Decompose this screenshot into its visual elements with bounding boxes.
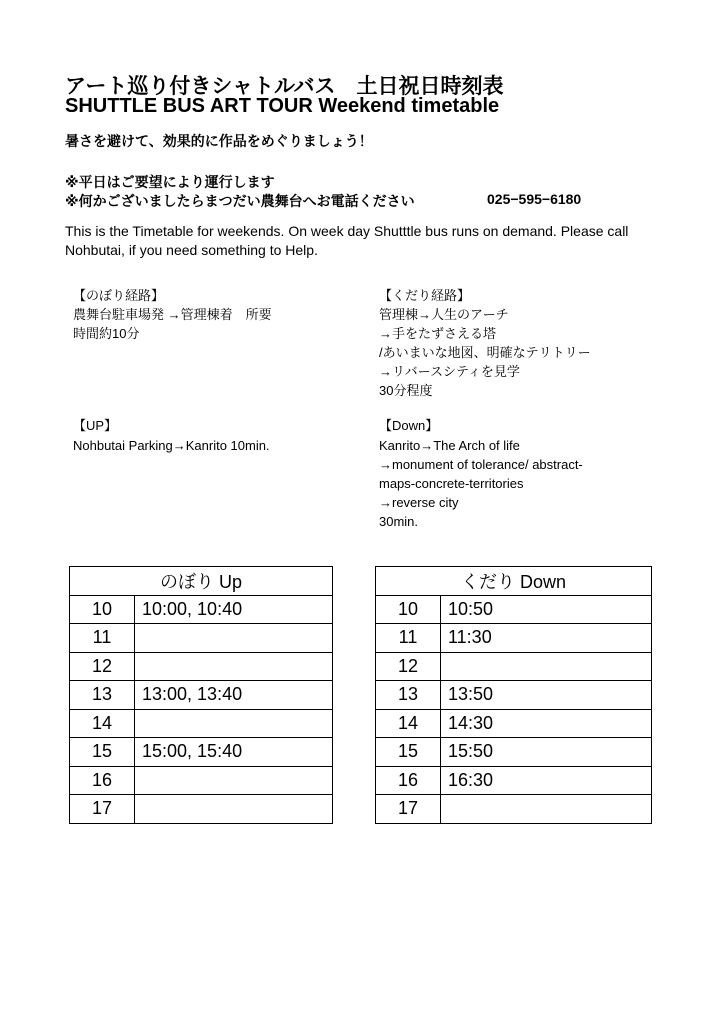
table-row [70,795,333,824]
route-line: Kanrito→The Arch of life [379,438,520,453]
hour-cell: 14 [70,709,135,738]
times-cell: 11:30 [441,624,652,653]
route-line: Nohbutai Parking→Kanrito 10min. [73,438,270,453]
times-cell [441,795,652,824]
route-line: 時間約10分 [73,326,140,341]
route-down-en-heading: 【Down】 [379,418,439,433]
times-cell [135,766,333,795]
table-row [70,681,333,710]
times-cell: 14:30 [441,709,652,738]
table-row [70,766,333,795]
route-line: →reverse city [379,495,459,510]
title-english: SHUTTLE BUS ART TOUR Weekend timetable [65,95,500,117]
hour-cell: 12 [70,652,135,681]
route-line: →monument of tolerance/ abstract- [379,457,583,472]
timetable-up [69,566,333,824]
route-down-en-body [379,436,583,531]
table-row [376,795,652,824]
intro-english: This is the Timetable for weekends. On week day Shutttle bus runs on demand. Please call Nohbutai, if you need something to Help. [65,223,629,258]
route-line: 農舞台駐車場発 →管理棟着 所要 [73,307,272,322]
route-up-jp-heading: 【のぼり経路】 [73,288,165,303]
route-line: →リバースシティを見学 [379,364,520,379]
table-row [376,681,652,710]
title-japanese: アート巡り付きシャトルバス 土日祝日時刻表 [65,75,504,98]
table-row [376,652,652,681]
times-cell: 16:30 [441,766,652,795]
table-row [70,595,333,624]
subtitle: 暑さを避けて、効果的に作品をめぐりましょう！ [65,133,373,149]
table-row [376,738,652,767]
hour-cell: 15 [376,738,441,767]
table-row [376,709,652,738]
route-line: 30分程度 [379,383,433,398]
times-cell: 13:50 [441,681,652,710]
hour-cell: 13 [376,681,441,710]
times-cell [135,795,333,824]
times-cell: 15:00, 15:40 [135,738,333,767]
times-cell: 13:00, 13:40 [135,681,333,710]
route-line: maps-concrete-territories [379,476,524,491]
route-down-jp-body [379,305,591,400]
note-contact: ※何かございましたらまつだい農舞台へお電話ください [65,193,415,209]
hour-cell: 10 [70,595,135,624]
table-row [376,595,652,624]
times-cell: 10:00, 10:40 [135,595,333,624]
phone-number: 025−595−6180 [487,191,582,207]
table-row [70,709,333,738]
hour-cell: 11 [70,624,135,653]
hour-cell: 17 [70,795,135,824]
route-down-jp-heading: 【くだり経路】 [379,288,471,303]
times-cell: 15:50 [441,738,652,767]
table-row [70,738,333,767]
times-cell: 10:50 [441,595,652,624]
hour-cell: 10 [376,595,441,624]
table-row [70,624,333,653]
note-weekday: ※平日はご要望により運行します [65,174,275,190]
timetable-down-header: くだり Down [376,567,652,596]
route-line: 30min. [379,514,419,529]
route-up-en-heading: 【UP】 [73,418,118,433]
hour-cell: 13 [70,681,135,710]
timetable-up-header: のぼり Up [70,567,333,596]
table-row [70,652,333,681]
route-line: →手をたずさえる塔 [379,326,497,341]
times-cell [135,709,333,738]
route-up-jp-body [73,305,272,343]
table-row [376,624,652,653]
hour-cell: 14 [376,709,441,738]
hour-cell: 16 [70,766,135,795]
times-cell [135,624,333,653]
hour-cell: 11 [376,624,441,653]
table-row [376,766,652,795]
times-cell [135,652,333,681]
hour-cell: 17 [376,795,441,824]
route-line: 管理棟→人生のアーチ [379,307,509,322]
hour-cell: 16 [376,766,441,795]
times-cell [441,652,652,681]
timetable-down [375,566,652,824]
hour-cell: 12 [376,652,441,681]
route-up-en-body [73,436,270,455]
route-line: /あいまいな地図、明確なテリトリー [379,345,591,360]
hour-cell: 15 [70,738,135,767]
